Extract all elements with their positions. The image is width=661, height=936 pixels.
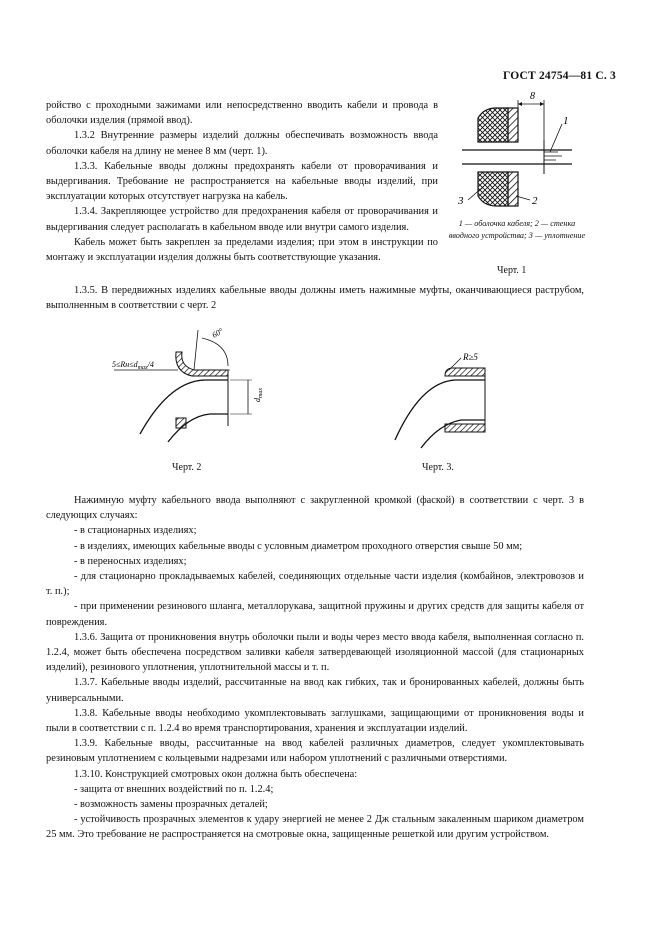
fig2-dia-label-main: d: [253, 398, 262, 402]
fig2-left-label-suffix: /4: [147, 360, 154, 369]
fig2-dia-label: [253, 388, 264, 402]
paragraph: Нажимную муфту кабельного ввода выполняют с закругленной кромкой (фаской) в соответствии с черт. 3 в следующих случаях:: [46, 495, 584, 522]
top-column-text: [46, 98, 438, 265]
fig1-callout-2: 2: [532, 195, 538, 207]
list-item: - возможность замены прозрачных деталей;: [74, 799, 268, 811]
figure-3-label: Черт. 3.: [422, 462, 454, 473]
paragraph: 1.3.6. Защита от проникновения внутрь оболочки пыли и воды через место ввода кабеля, выполненная согласно п. 1.2.4, может быть обеспечена посредством заливки кабеля затвердевающей изоляционной массой (для стационарных изделий), резинового уплотнения, уплотнительной массы и т. п.: [46, 631, 584, 674]
page-header: ГОСТ 24754—81 С. 3: [503, 70, 616, 82]
list-item: - защита от внешних воздействий по п. 1.2.4;: [74, 783, 274, 795]
paragraph: 1.3.7. Кабельные вводы изделий, рассчитанные на ввод как гибких, так и бронированных кабелей, должны быть универсальными.: [46, 677, 584, 704]
fig3-radius-label: R≥5: [463, 352, 478, 362]
fig2-dia-label-sub: max: [258, 388, 264, 398]
fig1-callout-3: 3: [458, 195, 464, 207]
paragraph: Кабель может быть закреплен за пределами изделия; при этом в инструкции по монтажу и эксплуатации изделия должны быть соответствующие указания.: [46, 236, 438, 264]
list-item: - в стационарных изделиях;: [74, 525, 197, 537]
list-item: - в переносных изделиях;: [74, 555, 187, 567]
fig1-callout-1: 1: [563, 115, 569, 127]
fig2-left-label-sub: max: [137, 365, 148, 371]
list-item: - для стационарно прокладываемых кабелей, соединяющих отдельные части изделия (комбайнов, электровозов и т. п.);: [46, 571, 584, 598]
figure-2-label: Черт. 2: [172, 462, 202, 473]
fig1-dim-label: 8: [530, 91, 535, 102]
list-item: - в изделиях, имеющих кабельные вводы с условным диаметром проходного отверстия свыше 50 мм;: [74, 540, 523, 552]
figure-3-drawing: [385, 348, 505, 448]
figure-2-drawing: [110, 322, 280, 442]
fig2-angle-label: 60°: [210, 326, 225, 340]
paragraph: 1.3.3. Кабельные вводы должны предохранять кабели от проворачивания и выдергивания. Требование не распространяется на кабельные вводы изделий, при эксплуатации которых отсутствует нагрузка на кабель.: [46, 160, 438, 203]
fig2-left-label: [112, 360, 154, 371]
fig2-left-label-main: 5≤Rн≤d: [112, 360, 138, 369]
paragraph: ройство с проходными зажимами или непосредственно вводить кабели и провода в оболочки изделия (прямой ввод).: [46, 100, 438, 127]
paragraph: 1.3.9. Кабельные вводы, рассчитанные на ввод кабелей различных диаметров, следует укомплектовывать резиновым уплотнением с кольцевыми надрезами или набором уплотнений с различными отверстиями.: [46, 738, 584, 765]
figure-1-drawing: [450, 91, 580, 210]
list-item: - при применении резинового шланга, металлорукава, защитной пружины и других средств для защиты кабеля от повреждения.: [46, 601, 584, 628]
paragraph: 1.3.2 Внутренние размеры изделий должны обеспечивать возможность ввода оболочки кабеля на длину не менее 8 мм (черт. 1).: [46, 130, 438, 157]
paragraph-1-3-5: 1.3.5. В передвижных изделиях кабельные вводы должны иметь нажимные муфты, оканчивающиеся раструбом, выполненным в соответствии с черт. 2: [46, 285, 584, 312]
figure-1-caption: 1 — оболочка кабеля; 2 — стенка вводного устройства; 3 — уплотнение: [448, 219, 586, 240]
paragraph: 1.3.8. Кабельные вводы необходимо укомплектовывать заглушками, защищающими от проникновения воды и пыли в соответствии с п. 1.2.4 во время транспортирования, хранения и эксплуатации изделий.: [46, 707, 584, 735]
figure-1-label: Черт. 1: [497, 265, 527, 276]
paragraph: 1.3.10. Конструкцией смотровых окон должна быть обеспечена:: [74, 768, 358, 780]
paragraph: 1.3.4. Закрепляющее устройство для предохранения кабеля от проворачивания и выдергивания следует располагать в кабельном вводе или внутри самого изделия.: [46, 206, 438, 233]
main-text: [46, 493, 584, 843]
list-item: - устойчивость прозрачных элементов к удару энергией не менее 2 Дж стальным закаленным шариком диаметром 25 мм. Это требование не распространяется на смотровые окна, защищенные решеткой или другим устройством.: [46, 814, 584, 841]
